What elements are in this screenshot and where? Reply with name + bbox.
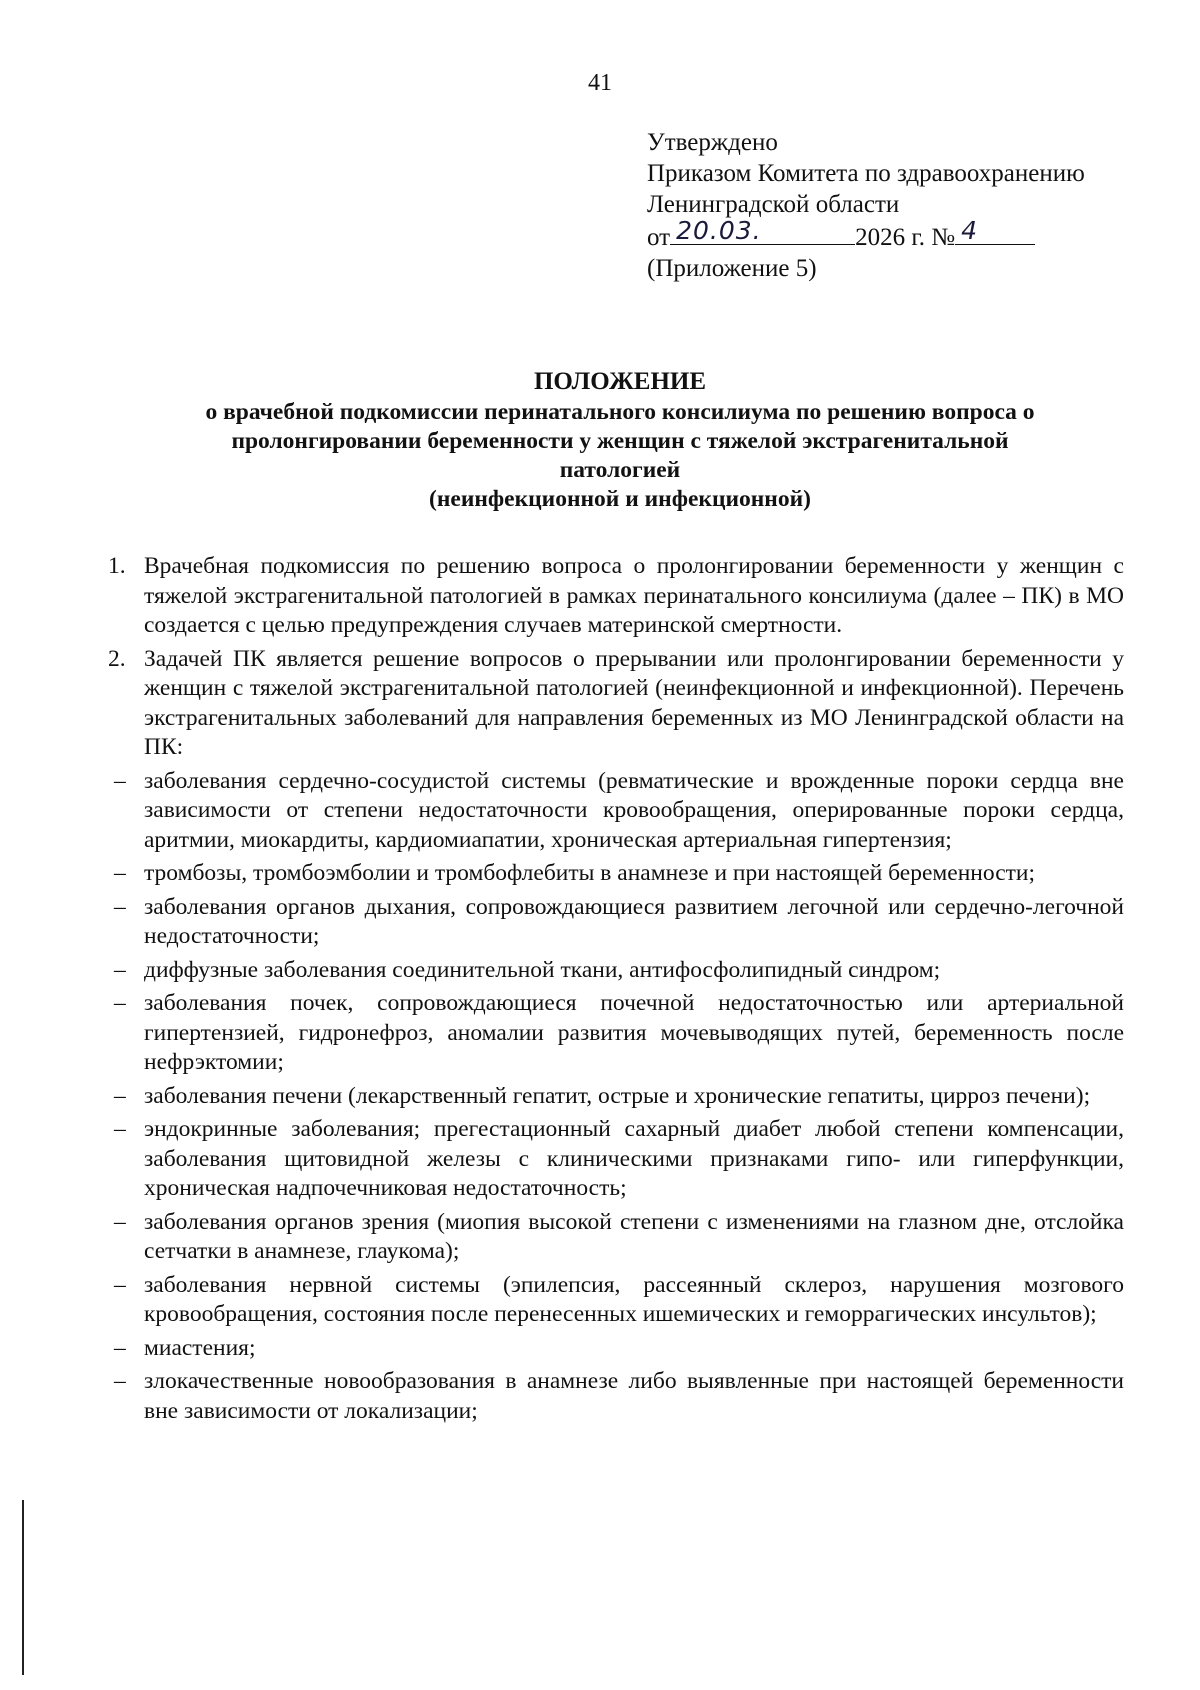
condition-text: заболевания органов зрения (миопия высокой степени с изменениями на глазном дне, отслойка сетчатки в анамнезе, глаукома); (144, 1208, 1124, 1264)
dash-bullet: – (114, 1116, 126, 1142)
appendix-label: (Приложение 5) (647, 255, 817, 282)
item-text: Задачей ПК является решение вопросов о прерывании или пролонгировании беременности у женщин с тяжелой экстрагенитальной патологией (неинфекционной и инфекционной). Перечень экстрагенитальных заболеваний для направления беременных из МО Ленинградской области на ПК: (144, 645, 1124, 760)
approval-region: Ленинградской области (647, 191, 900, 218)
dash-bullet: – (114, 1208, 126, 1235)
dash-bullet: – (114, 1082, 126, 1109)
condition-list-item (108, 956, 1124, 986)
date-prefix: от (647, 224, 671, 251)
condition-list-item (108, 1367, 1124, 1426)
date-blank (670, 216, 855, 245)
dash-bullet: – (114, 893, 126, 920)
condition-list-item (108, 767, 1124, 856)
title-line-2: пролонгировании беременности у женщин с тяжелой экстрагенитальной (231, 428, 1009, 454)
dash-bullet: – (114, 990, 126, 1016)
title-line-3: патологией (559, 457, 681, 483)
approval-order: Приказом Комитета по здравоохранению (647, 160, 1085, 187)
dash-bullet: – (114, 956, 126, 983)
dash-bullet: – (114, 1334, 126, 1361)
condition-list-item (108, 893, 1124, 952)
page-number: 41 (588, 70, 612, 96)
condition-list-item (108, 1208, 1124, 1267)
approval-block (647, 127, 1085, 284)
dash-bullet: – (114, 860, 126, 886)
document-title: ПОЛОЖЕНИЕ (533, 368, 707, 395)
document-body (108, 552, 1124, 1426)
condition-text: злокачественные новообразования в анамнезе либо выявленные при настоящей беременности вне зависимости от локализации; (144, 1368, 1124, 1424)
item-number: 1. (108, 553, 126, 579)
condition-list-item (108, 989, 1124, 1078)
number-blank (955, 216, 1035, 245)
title-line-4: (неинфекционной и инфекционной) (429, 486, 811, 512)
title-line-1: о врачебной подкомиссии перинатального консилиума по решению вопроса о (205, 399, 1035, 425)
condition-text: заболевания печени (лекарственный гепатит, острые и хронические гепатиты, цирроз печени); (144, 1082, 1091, 1109)
numbered-item (108, 645, 1124, 763)
dash-bullet: – (114, 1368, 126, 1394)
condition-text: заболевания почек, сопровождающиеся почечной недостаточностью или артериальной гипертензией, гидронефроз, аномалии развития мочевыводящих путей, беременность после нефрэктомии; (144, 990, 1124, 1075)
condition-text: заболевания сердечно-сосудистой системы (ревматические и врожденные пороки сердца вне зависимости от степени недостаточности кровообращения, оперированные пороки сердца, аритмии, миокардиты, кардиомиапатии, хроническая артериальная гипертензия; (144, 767, 1124, 853)
condition-list-item (108, 1271, 1124, 1330)
condition-text: миастения; (144, 1334, 256, 1361)
dash-bullet: – (114, 767, 126, 794)
handwritten-number: 4 (961, 216, 979, 245)
condition-text: заболевания органов дыхания, сопровождающиеся развитием легочной или сердечно-легочной недостаточности; (144, 893, 1124, 949)
scan-edge-mark (22, 1500, 24, 1675)
condition-list-item (108, 1082, 1124, 1112)
condition-text: тромбозы, тромбоэмболии и тромбофлебиты в анамнезе и при настоящей беременности; (144, 860, 1036, 886)
condition-text: диффузные заболевания соединительной ткани, антифосфолипидный синдром; (144, 956, 941, 983)
condition-list-item (108, 859, 1124, 889)
condition-list-item (108, 1334, 1124, 1364)
condition-list-item (108, 1115, 1124, 1204)
condition-text: эндокринные заболевания; прегестационный сахарный диабет любой степени компенсации, заболевания щитовидной железы с клиническими признаками гипо- или гиперфункции, хроническая надпочечниковая недостаточность; (144, 1116, 1124, 1201)
year-text: 2026 г. № (855, 224, 956, 251)
document-title-block (130, 366, 1110, 514)
numbered-item (108, 552, 1124, 641)
item-text: Врачебная подкомиссия по решению вопроса о пролонгировании беременности у женщин с тяжелой экстрагенитальной патологией в рамках перинатального консилиума (далее – ПК) в МО создается с целью предупреждения случаев материнской смертности. (144, 553, 1124, 638)
approval-date-line (647, 216, 1085, 253)
handwritten-date: 20.03. (676, 216, 762, 245)
dash-bullet: – (114, 1271, 126, 1298)
approval-heading: Утверждено (647, 129, 778, 156)
condition-text: заболевания нервной системы (эпилепсия, рассеянный склероз, нарушения мозгового кровообращения, состояния после перенесенных ишемических и геморрагических инсультов); (144, 1271, 1124, 1327)
item-number: 2. (108, 645, 126, 672)
